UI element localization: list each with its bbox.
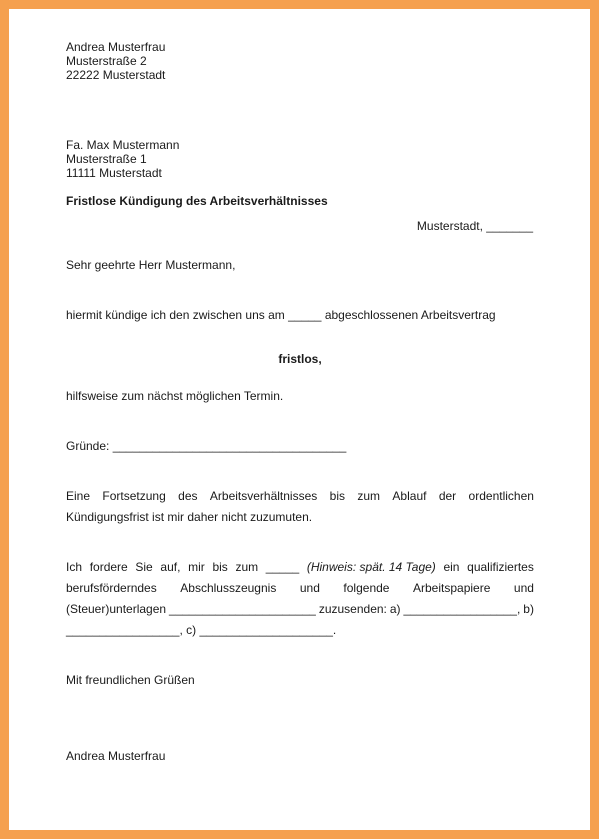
recipient-street: Musterstraße 1 [66,152,147,166]
word: berufsförderndes [66,581,157,595]
word: und [299,581,320,595]
word: und [513,581,534,595]
word: a) [389,602,401,616]
word: Ich [66,560,83,574]
paragraph-termination: hiermit kündige ich den zwischen uns am _____ abgeschlossenen Arbeitsvertrag [66,308,496,322]
reasons-line: Gründe: ___________________________________ [66,439,347,453]
word: zum [235,560,259,574]
word: b) [523,602,534,616]
letter-subject: Fristlose Kündigung des Arbeitsverhältnisses [66,194,328,208]
word: Abschlusszeugnis [180,581,277,595]
word: Arbeitsverhältnisses [209,489,318,503]
word: (Steuer)unterlagen [66,602,167,616]
word: zum [357,489,381,503]
paragraph-continuation-line1 [66,489,534,503]
word: der [438,489,457,503]
paragraph-alternative: hilfsweise zum nächst möglichen Termin. [66,389,284,403]
sender-street: Musterstraße 2 [66,54,147,68]
word: Sie [135,560,153,574]
paragraph-request-line4: _________________, c) ____________________. [66,623,337,637]
deadline-hint: (Hinweis: spät. 14 Tage) [306,560,436,574]
word: Fortsetzung [102,489,166,503]
signature-name: Andrea Musterfrau [66,749,166,763]
sender-city: 22222 Musterstadt [66,68,166,82]
place-date: Musterstadt, _______ [416,219,533,233]
word: qualifiziertes [467,560,534,574]
closing: Mit freundlichen Grüßen [66,673,195,687]
word: fordere [89,560,128,574]
word: bis [212,560,228,574]
recipient-city: 11111 Musterstadt [66,166,162,180]
paragraph-request-line2 [66,581,534,595]
word: ______________________ [169,602,316,616]
word: _____ [265,560,300,574]
paragraph-request-line1 [66,560,534,574]
word: zuzusenden: [318,602,387,616]
emphasis-fristlos: fristlos, [278,352,322,366]
sender-name: Andrea Musterfrau [66,40,166,54]
word: bis [329,489,345,503]
word: ein [443,560,460,574]
word: Eine [66,489,91,503]
word: Arbeitspapiere [413,581,491,595]
paragraph-continuation-line2: Kündigungsfrist ist mir daher nicht zuzumuten. [66,510,313,524]
word: mir [188,560,205,574]
word: ordentlichen [468,489,534,503]
paragraph-request-line3 [66,602,534,616]
word: _________________, [403,602,521,616]
recipient-company: Fa. Max Mustermann [66,138,180,152]
word: Ablauf [392,489,427,503]
word: des [178,489,198,503]
word: auf, [160,560,181,574]
salutation: Sehr geehrte Herr Mustermann, [66,258,236,272]
word: folgende [343,581,390,595]
